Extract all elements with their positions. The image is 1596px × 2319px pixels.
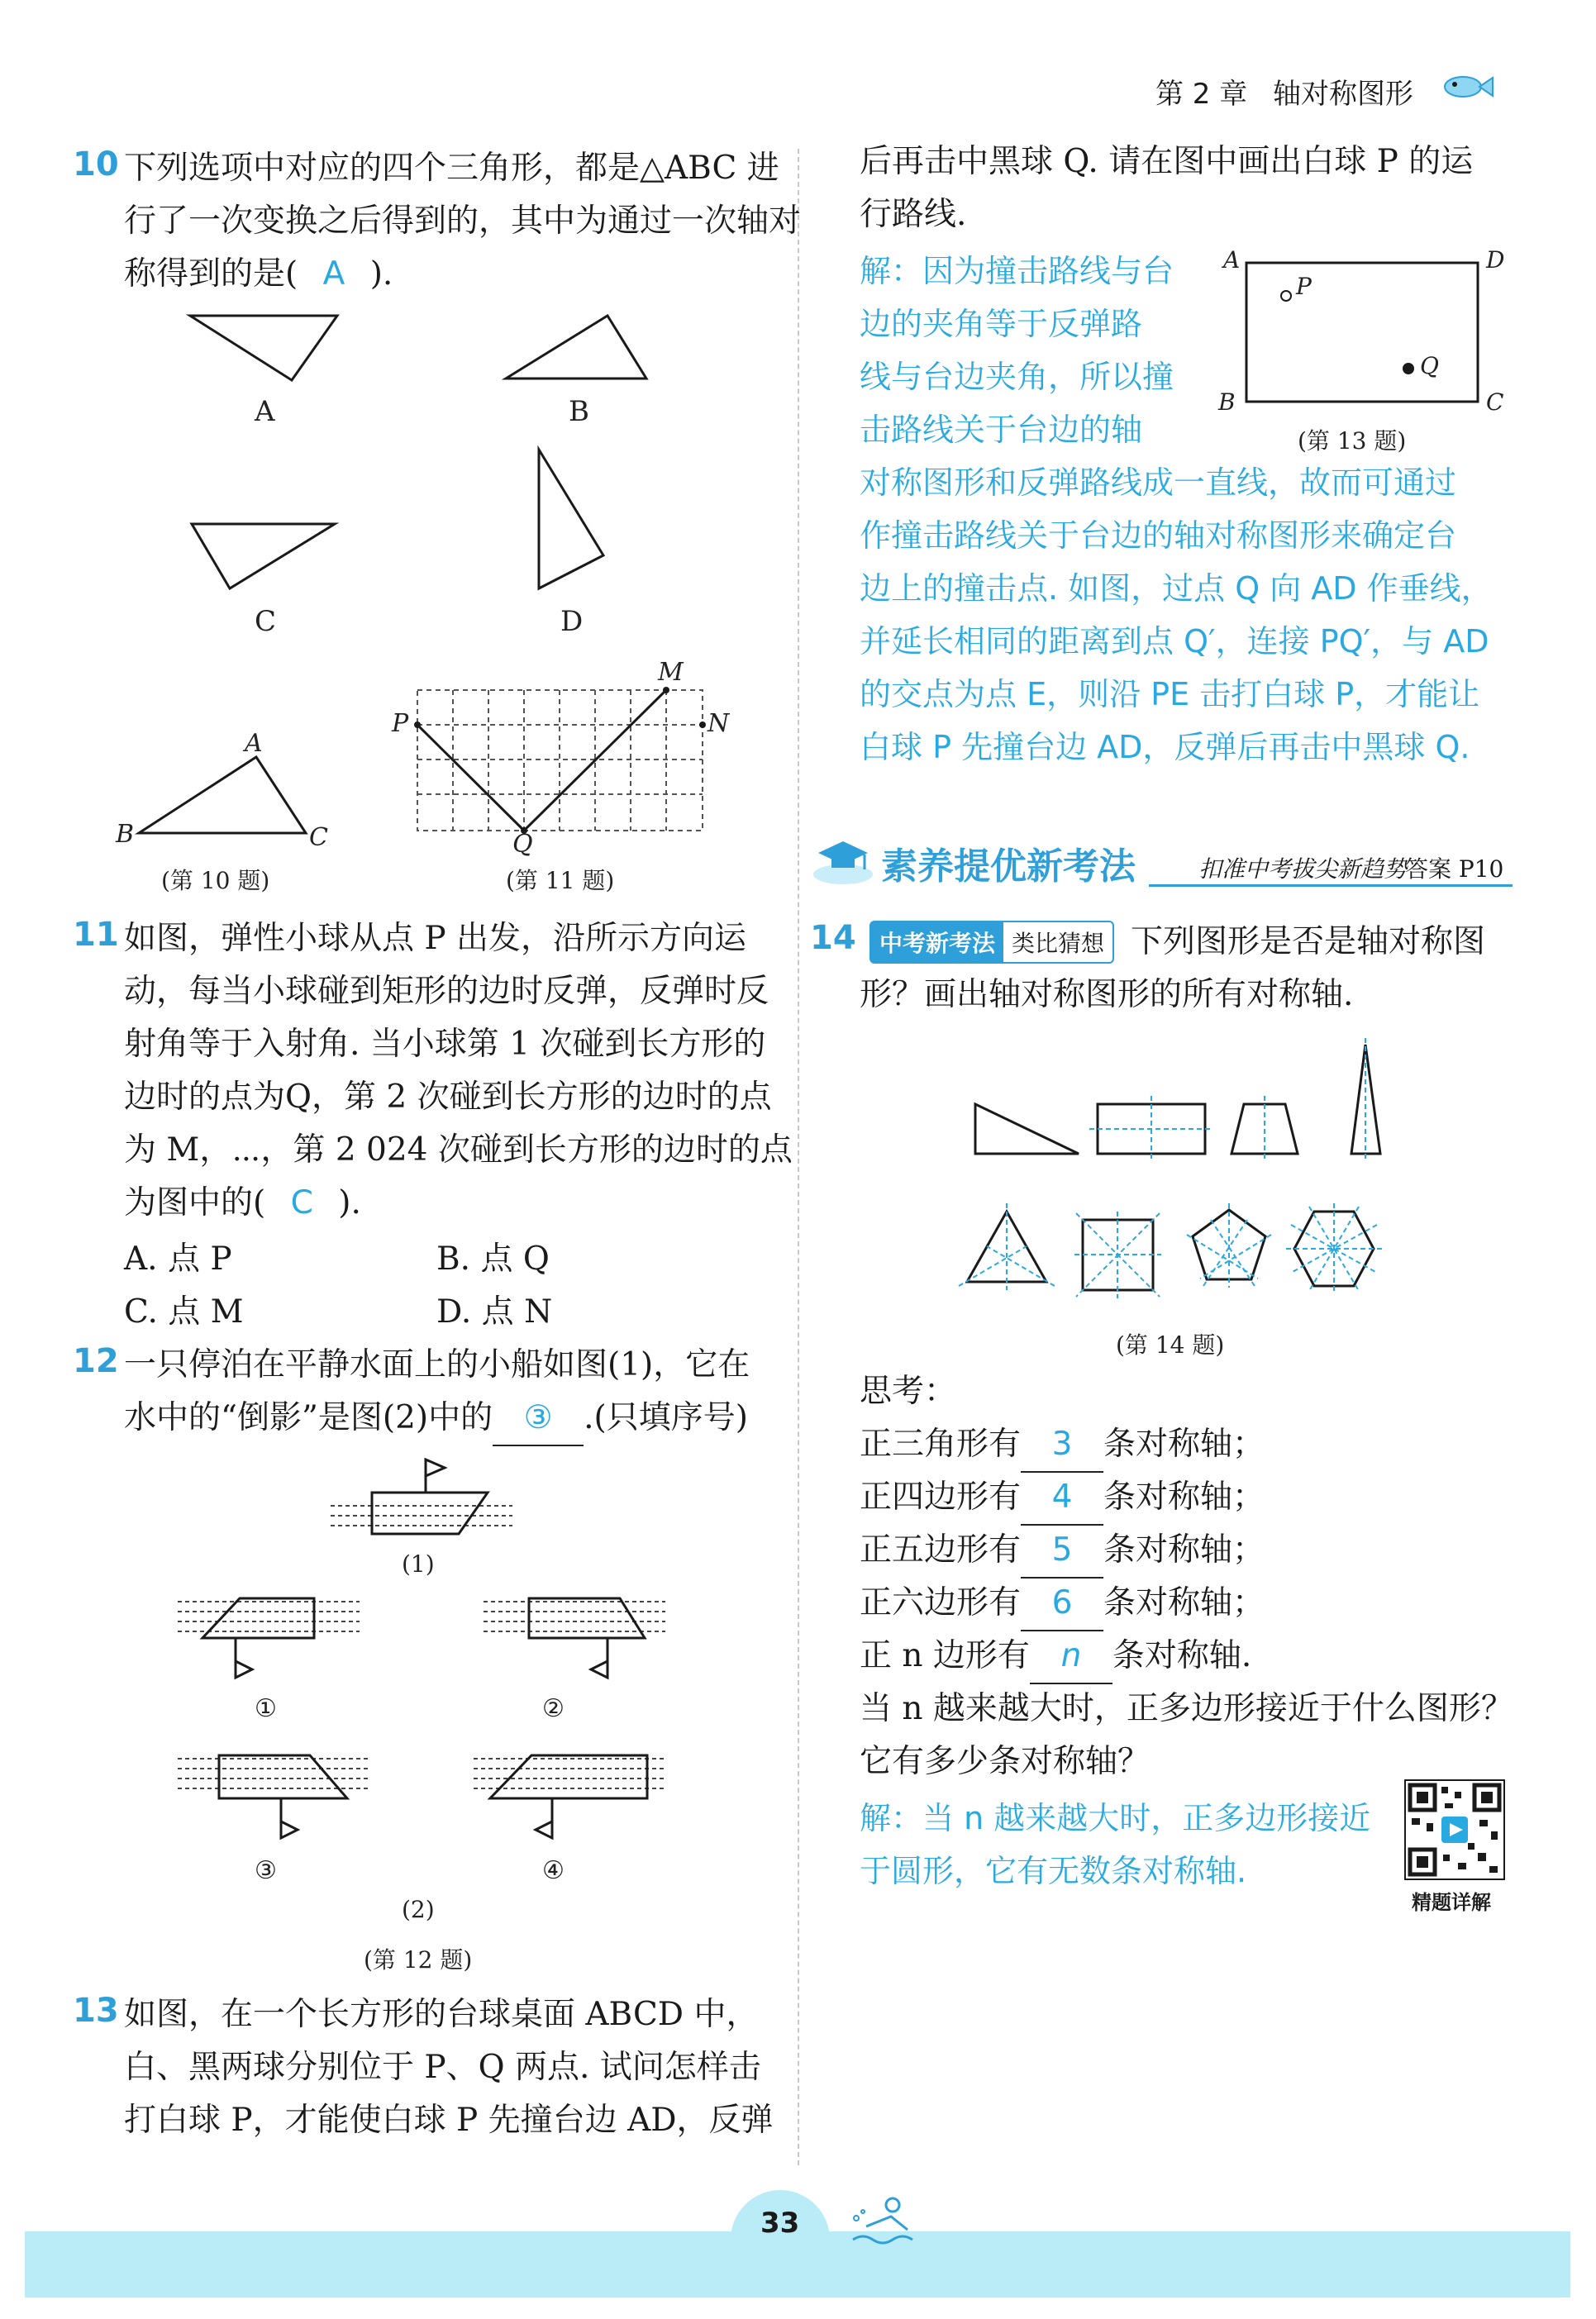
q11-line6 xyxy=(124,1177,361,1230)
q13-label-a: A xyxy=(1223,246,1241,274)
q14-row-4-answer: 6 xyxy=(1021,1577,1103,1631)
q10-fig-label-c: C xyxy=(309,823,328,852)
section-answer-ref: 答案 P10 xyxy=(1405,855,1504,883)
q12-line1: 一只停泊在平静水面上的小船如图(1)，它在 xyxy=(124,1346,750,1383)
q13-solution-line1: 解：因为撞击路线与台 xyxy=(860,253,1174,289)
q10-caption: (第 10 题) xyxy=(161,867,270,894)
q14-row-3-pre: 正五边形有 xyxy=(860,1531,1022,1569)
section-rule xyxy=(1149,884,1513,887)
chapter-label: 第 2 章 xyxy=(1155,78,1248,111)
q10-triangle-c xyxy=(190,521,339,595)
graduation-cap-icon xyxy=(810,831,876,889)
q11-line1: 如图，弹性小球从点 P 出发，沿所示方向运 xyxy=(124,920,747,957)
q11-line6-start: 为图中的( xyxy=(124,1184,266,1221)
q14-row-1-answer: 3 xyxy=(1021,1418,1103,1473)
q14-row-5 xyxy=(860,1630,1251,1684)
q13-solution-line2: 边的夹角等于反弹路 xyxy=(860,306,1143,342)
q12-fig2-label: (2) xyxy=(402,1896,435,1923)
q12-boat-figure-1 xyxy=(322,1451,521,1542)
q11-label-p: P xyxy=(392,709,409,738)
q13-label-b: B xyxy=(1218,388,1236,416)
q14-row-4-post: 条对称轴； xyxy=(1103,1584,1265,1621)
q11-label-q: Q xyxy=(512,830,533,859)
q13-line2: 白、黑两球分别位于 P、Q 两点. 试问怎样击 xyxy=(124,2049,761,2086)
q10-answer: A xyxy=(322,255,345,293)
q14-row-4 xyxy=(860,1577,1265,1631)
q14-row-3-answer: 5 xyxy=(1021,1524,1103,1579)
q14-line1: 下列图形是否是轴对称图 xyxy=(1131,923,1486,960)
q11-option-d: D. 点 N xyxy=(436,1293,553,1331)
q13-line3: 打白球 P，才能使白球 P 先撞台边 AD，反弹 xyxy=(124,2102,774,2139)
q11-number: 11 xyxy=(73,916,119,954)
q13-line4: 后再击中黑球 Q. 请在图中画出白球 P 的运 xyxy=(860,143,1474,180)
q12-choice-3-figure xyxy=(174,1747,372,1846)
q14-row-1 xyxy=(860,1418,1265,1473)
q14-question-line2: 它有多少条对称轴？ xyxy=(860,1743,1151,1780)
q12-choice-1-figure xyxy=(174,1587,364,1686)
q14-row-3-post: 条对称轴； xyxy=(1103,1531,1265,1569)
q13-label-d: D xyxy=(1486,246,1505,274)
q12-number: 12 xyxy=(73,1342,119,1380)
q14-tag xyxy=(869,921,1114,964)
q13-solution-line5: 对称图形和反弹路线成一直线，故而可通过 xyxy=(860,464,1457,501)
q12-choice-2-figure xyxy=(479,1587,669,1686)
q12-choice-1: ① xyxy=(255,1694,277,1723)
q10-label-d: D xyxy=(560,605,584,638)
column-divider xyxy=(798,149,799,2165)
q11-grid-figure xyxy=(413,686,711,835)
q11-option-b: B. 点 Q xyxy=(436,1240,550,1278)
q13-number: 13 xyxy=(73,1992,119,2030)
q12-line2-end: .(只填序号) xyxy=(584,1399,748,1436)
q14-solution-line1: 解：当 n 越来越大时，正多边形接近 xyxy=(860,1800,1371,1836)
q13-solution-line6: 作撞击路线关于台边的轴对称图形来确定台 xyxy=(860,517,1457,554)
q11-answer: C xyxy=(290,1184,313,1221)
q12-choice-4: ④ xyxy=(542,1856,565,1885)
q12-caption: (第 12 题) xyxy=(364,1946,473,1974)
q11-option-c: C. 点 M xyxy=(124,1293,244,1331)
q13-caption: (第 13 题) xyxy=(1298,427,1407,455)
q14-caption: (第 14 题) xyxy=(1116,1331,1225,1359)
q12-line2-start: 水中的“倒影”是图(2)中的 xyxy=(124,1399,493,1436)
q10-triangle-b xyxy=(504,312,653,387)
q14-row-2-post: 条对称轴； xyxy=(1103,1479,1265,1516)
qr-code-icon[interactable] xyxy=(1405,1780,1504,1879)
q11-line3: 射角等于入射角. 当小球第 1 次碰到长方形的 xyxy=(124,1026,766,1063)
q13-solution-line7: 边上的撞击点. 如图，过点 Q 向 AD 作垂线， xyxy=(860,570,1493,607)
header-fish-icon xyxy=(1438,66,1496,107)
q14-tag-primary: 中考新考法 xyxy=(871,922,1003,962)
q11-caption: (第 11 题) xyxy=(506,867,615,894)
page-number: 33 xyxy=(760,2207,800,2240)
q10-line1: 下列选项中对应的四个三角形，都是△ABC 进 xyxy=(124,150,779,187)
q14-line2: 形？画出轴对称图形的所有对称轴. xyxy=(860,976,1354,1013)
q10-triangle-d xyxy=(529,446,612,595)
q11-line2: 动，每当小球碰到矩形的边时反弹，反弹时反 xyxy=(124,973,769,1010)
q14-row-5-post: 条对称轴. xyxy=(1112,1637,1252,1674)
chapter-title: 轴对称图形 xyxy=(1273,78,1413,111)
q13-solution-line9: 的交点为点 E，则沿 PE 击打白球 P，才能让 xyxy=(860,676,1480,712)
q14-row-3 xyxy=(860,1524,1265,1579)
q12-fig1-label: (1) xyxy=(402,1550,435,1578)
q10-fig-label-b: B xyxy=(116,820,135,849)
q14-row-5-pre: 正 n 边形有 xyxy=(860,1637,1030,1674)
q14-row-1-pre: 正三角形有 xyxy=(860,1426,1022,1463)
q10-triangle-abc xyxy=(132,744,314,843)
q14-row-5-answer: n xyxy=(1030,1630,1112,1684)
q10-line3 xyxy=(124,248,393,301)
q12-line2 xyxy=(124,1392,748,1446)
q13-solution-line4: 击路线关于台边的轴 xyxy=(860,412,1143,448)
q10-label-c: C xyxy=(255,605,277,638)
q12-choice-2: ② xyxy=(542,1694,565,1723)
q11-option-a: A. 点 P xyxy=(124,1240,232,1278)
q10-line2: 行了一次变换之后得到的，其中为通过一次轴对 xyxy=(124,202,802,240)
q14-row-1-post: 条对称轴； xyxy=(1103,1426,1265,1463)
q14-row-2-answer: 4 xyxy=(1021,1471,1103,1526)
q11-label-n: N xyxy=(707,709,730,738)
q13-table-figure xyxy=(1240,256,1488,405)
q10-label-a: A xyxy=(255,395,275,428)
q13-solution-line3: 线与台边夹角，所以撞 xyxy=(860,359,1174,395)
qr-label: 精题详解 xyxy=(1412,1891,1491,1914)
swimmer-icon xyxy=(850,2193,924,2251)
q13-line5: 行路线. xyxy=(860,196,967,233)
q13-line1: 如图，在一个长方形的台球桌面 ABCD 中， xyxy=(124,1996,759,2033)
q14-row-4-pre: 正六边形有 xyxy=(860,1584,1022,1621)
q10-triangle-a xyxy=(188,312,345,387)
q10-fig-label-a: A xyxy=(245,729,263,758)
q11-line5: 为 M，⋯，第 2 024 次碰到长方形的边时的点 xyxy=(124,1131,793,1169)
q11-label-m: M xyxy=(658,658,684,687)
q13-solution-line8: 并延长相同的距离到点 Q′，连接 PQ′，与 AD xyxy=(860,623,1489,660)
q13-label-p: P xyxy=(1296,273,1312,300)
q14-row-2-pre: 正四边形有 xyxy=(860,1479,1022,1516)
q13-solution-line10: 白球 P 先撞台边 AD，反弹后再击中黑球 Q. xyxy=(860,729,1470,765)
section-title: 素养提优新考法 xyxy=(881,845,1136,888)
q12-choice-3: ③ xyxy=(255,1856,277,1885)
q10-number: 10 xyxy=(73,145,119,183)
q12-answer: ③ xyxy=(493,1392,584,1446)
q14-question-line1: 当 n 越来越大时，正多边形接近于什么图形？ xyxy=(860,1690,1513,1727)
q14-solution-line2: 于圆形，它有无数条对称轴. xyxy=(860,1853,1247,1889)
q13-label-q: Q xyxy=(1420,352,1439,379)
q12-choice-4-figure xyxy=(469,1747,668,1846)
q11-line4: 边时的点为Q，第 2 次碰到长方形的边时的点 xyxy=(124,1079,772,1116)
q11-line6-end: ). xyxy=(338,1184,361,1221)
q14-tag-secondary: 类比猜想 xyxy=(1012,930,1105,957)
q10-line3-end: ). xyxy=(369,255,393,293)
q14-shapes-figure xyxy=(959,1038,1422,1319)
q14-row-2 xyxy=(860,1471,1265,1526)
section-subtitle: 扣准中考拔尖新趋势 xyxy=(1198,855,1408,883)
q10-line3-start: 称得到的是( xyxy=(124,255,298,293)
q13-label-c: C xyxy=(1486,388,1504,416)
q14-think: 思考： xyxy=(860,1373,957,1410)
q14-number: 14 xyxy=(810,919,856,957)
q10-label-b: B xyxy=(569,395,589,428)
